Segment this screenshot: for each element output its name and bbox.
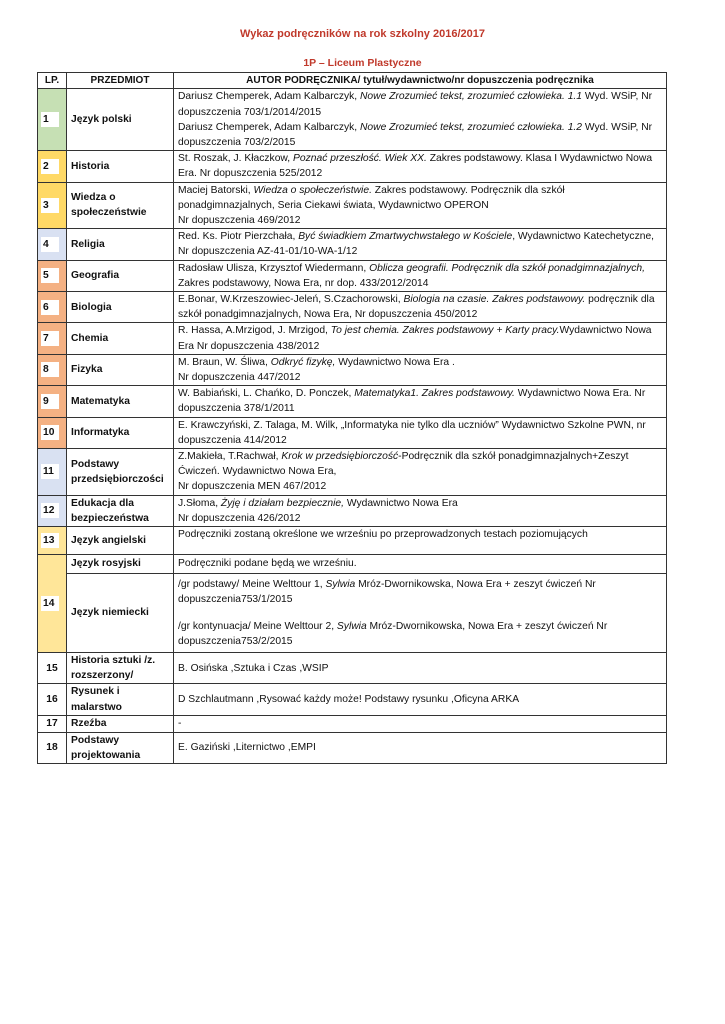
textbook-details: R. Hassa, A.Mrzigod, J. Mrzigod, To jest chemia. Zakres podstawowy + Karty pracy.Wydawnictwo Nowa Era Nr dopuszczenia 438/2012 — [174, 323, 667, 354]
row-number: 5 — [41, 268, 59, 283]
row-number: 9 — [41, 394, 59, 409]
row-number: 1 — [41, 112, 59, 127]
table-row — [38, 151, 667, 182]
row-number: 6 — [41, 300, 59, 315]
table-row — [38, 715, 667, 732]
table-header-row — [38, 73, 667, 89]
row-number-cell — [38, 151, 67, 182]
row-number-cell — [38, 182, 67, 229]
row-number-cell — [38, 292, 67, 323]
row-number: 3 — [41, 198, 59, 213]
subject-name: Historia sztuki /z. rozszerzony/ — [67, 653, 174, 684]
table-row — [38, 386, 667, 417]
textbook-details: B. Osińska ,Sztuka i Czas ,WSIP — [174, 653, 667, 684]
table-row — [38, 684, 667, 715]
table-row — [38, 732, 667, 763]
subject-name: Historia — [67, 151, 174, 182]
textbook-details: Podręczniki podane będą we wrześniu. — [174, 555, 667, 574]
row-number: 4 — [41, 237, 59, 252]
table-row — [38, 182, 667, 229]
textbook-details: W. Babiański, L. Chańko, D. Ponczek, Matematyka1. Zakres podstawowy. Wydawnictwo Nowa Era. Nr dopuszczenia 378/1/2011 — [174, 386, 667, 417]
table-row — [38, 354, 667, 385]
textbook-details: J.Słoma, Żyję i działam bezpiecznie, Wydawnictwo Nowa Era Nr dopuszczenia 426/2012 — [174, 495, 667, 526]
row-number-cell — [38, 323, 67, 354]
table-row — [38, 417, 667, 448]
textbook-details: Z.Makieła, T.Rachwał, Krok w przedsiębiorczość-Podręcznik dla szkół ponadgimnazjalnych+Zeszyt Ćwiczeń. Wydawnictwo Nowa Era, Nr dopuszczenia MEN 467/2012 — [174, 449, 667, 496]
row-number-cell — [38, 89, 67, 151]
row-number-cell — [38, 386, 67, 417]
subject-name: Wiedza o społeczeństwie — [67, 182, 174, 229]
subject-name: Język niemiecki — [67, 574, 174, 653]
row-number: 14 — [41, 596, 59, 611]
subject-name: Język angielski — [67, 527, 174, 555]
row-number: 8 — [41, 362, 59, 377]
textbook-details: E. Krawczyński, Z. Talaga, M. Wilk, „Informatyka nie tylko dla uczniów” Wydawnictwo Szkolne PWN, nr dopuszczenia 414/2012 — [174, 417, 667, 448]
subject-name: Rysunek i malarstwo — [67, 684, 174, 715]
table-row — [38, 229, 667, 260]
row-number: 7 — [41, 331, 59, 346]
row-number: 18 — [38, 732, 67, 763]
table-row — [38, 555, 667, 574]
subject-name: Biologia — [67, 292, 174, 323]
textbook-details: E.Bonar, W.Krzeszowiec-Jeleń, S.Czachorowski, Biologia na czasie. Zakres podstawowy. podręcznik dla szkół ponadgimnazjalnych, Nowa Era, Nr dopuszczenia 450/2012 — [174, 292, 667, 323]
row-number-cell — [38, 354, 67, 385]
subject-name: Język polski — [67, 89, 174, 151]
subject-name: Informatyka — [67, 417, 174, 448]
row-number-cell — [38, 527, 67, 555]
subject-name: Język rosyjski — [67, 555, 174, 574]
textbook-details: Red. Ks. Piotr Pierzchała, Być świadkiem Zmartwychwstałego w Kościele, Wydawnictwo Katechetyczne, Nr dopuszczenia AZ-41-01/10-WA-1/12 — [174, 229, 667, 260]
class-subtitle: 1P – Liceum Plastyczne — [303, 57, 422, 69]
header-details: AUTOR PODRĘCZNIKA/ tytuł/wydawnictwo/nr dopuszczenia podręcznika — [174, 73, 667, 89]
subject-name: Podstawy projektowania — [67, 732, 174, 763]
textbook-details: St. Roszak, J. Kłaczkow, Poznać przeszłość. Wiek XX. Zakres podstawowy. Klasa I Wydawnictwo Nowa Era. Nr dopuszczenia 525/2012 — [174, 151, 667, 182]
subject-name: Religia — [67, 229, 174, 260]
textbook-details: Podręczniki zostaną określone we wrześniu po przeprowadzonych testach poziomujących — [174, 527, 667, 555]
row-number-cell — [38, 229, 67, 260]
row-number-cell — [38, 417, 67, 448]
subject-name: Fizyka — [67, 354, 174, 385]
textbook-details: Radosław Uliszа, Krzysztof Wiedermann, Oblicza geografii. Podręcznik dla szkół ponadgimnazjalnych, Zakres podstawowy, Nowa Era, nr dop. 433/2012/2014 — [174, 260, 667, 291]
subject-name: Edukacja dla bezpieczeństwa — [67, 495, 174, 526]
row-number: 15 — [38, 653, 67, 684]
row-number: 2 — [41, 159, 59, 174]
table-row — [38, 527, 667, 555]
table-row — [38, 292, 667, 323]
table-row — [38, 260, 667, 291]
textbook-details: Maciej Batorski, Wiedza o społeczeństwie. Zakres podstawowy. Podręcznik dla szkół ponadgimnazjalnych, Seria Ciekawi świata, Wydawnictwo OPERON Nr dopuszczenia 469/2012 — [174, 182, 667, 229]
table-row — [38, 89, 667, 151]
document-title: Wykaz podręczników na rok szkolny 2016/2017 — [240, 28, 485, 40]
row-number: 17 — [38, 715, 67, 732]
table-row — [38, 653, 667, 684]
table-row — [38, 495, 667, 526]
row-number: 10 — [41, 425, 59, 440]
row-number: 16 — [38, 684, 67, 715]
row-number: 12 — [41, 503, 59, 518]
subject-name: Geografia — [67, 260, 174, 291]
textbook-details: Dariusz Chemperek, Adam Kalbarczyk, Nowe Zrozumieć tekst, zrozumieć człowieka. 1.1 Wyd. WSiP, Nr dopuszczenia 703/1/2014/2015 Dariusz Chemperek, Adam Kalbarczyk, Nowe Zrozumieć tekst, zrozumieć człowieka. 1.2 Wyd. WSiP, Nr dopuszczenia 703/2/2015 — [174, 89, 667, 151]
textbook-details: D Szchlautmann ,Rysować każdy może! Podstawy rysunku ,Oficyna ARKA — [174, 684, 667, 715]
subject-name: Chemia — [67, 323, 174, 354]
row-number: 11 — [41, 464, 59, 479]
subject-name: Matematyka — [67, 386, 174, 417]
table-row — [38, 574, 667, 653]
row-number: 13 — [41, 533, 59, 548]
table-row — [38, 449, 667, 496]
header-subject: PRZEDMIOT — [67, 73, 174, 89]
textbook-details: E. Gaziński ,Liternictwo ,EMPI — [174, 732, 667, 763]
row-number-cell — [38, 449, 67, 496]
header-lp: LP. — [38, 73, 67, 89]
row-number-cell — [38, 555, 67, 653]
textbook-details: M. Braun, W. Śliwa, Odkryć fizykę, Wydawnictwo Nowa Era . Nr dopuszczenia 447/2012 — [174, 354, 667, 385]
table-row — [38, 323, 667, 354]
textbook-details: /gr podstawy/ Meine Welttour 1, Sylwia Mróz-Dwornikowska, Nowa Era + zeszyt ćwiczeń Nr dopuszczenia753/1/2015 /gr kontynuacja/ Meine Welttour 2, Sylwia Mróz-Dwornikowska, Nowa Era + zeszyt ćwiczeń Nr dopuszczenia753/2/2015 — [174, 574, 667, 653]
row-number-cell — [38, 495, 67, 526]
textbook-details: - — [174, 715, 667, 732]
subject-name: Rzeźba — [67, 715, 174, 732]
row-number-cell — [38, 260, 67, 291]
textbook-table — [37, 72, 667, 764]
subject-name: Podstawy przedsiębiorczości — [67, 449, 174, 496]
